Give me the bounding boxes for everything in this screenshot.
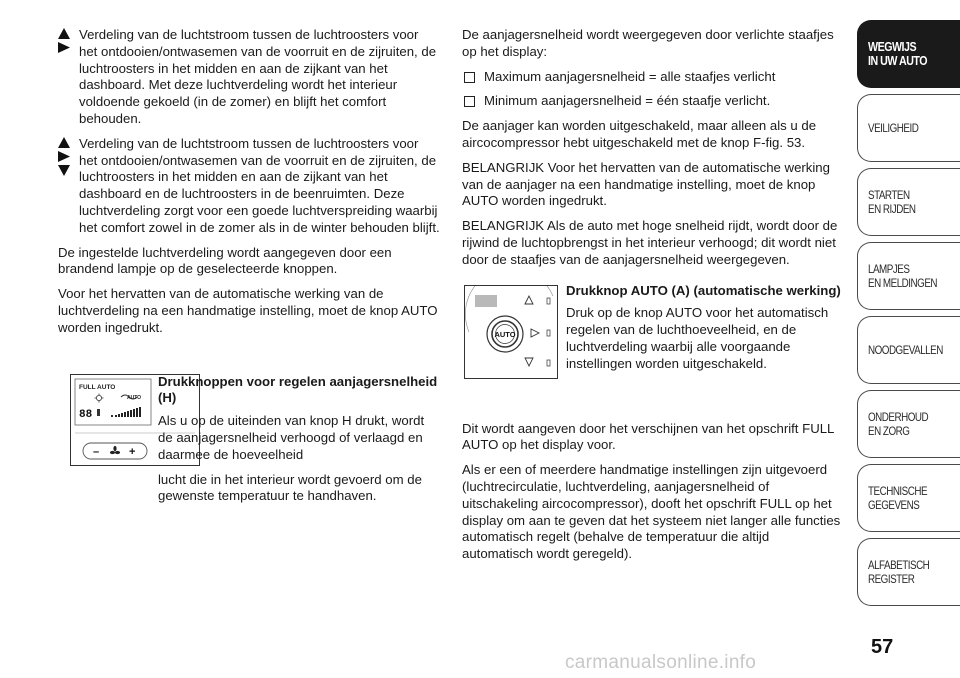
tab-onderhoud[interactable] [857,390,960,458]
left-column [58,27,440,524]
auto-label: AUTO [127,394,142,401]
tab-label: WEGWIJS IN UW AUTO [868,39,928,68]
arrow-right-icon [58,151,70,162]
figure-auto-button-panel [464,285,558,379]
tab-label: NOODGEVALLEN [868,343,943,357]
watermark: carmanualsonline.info [565,652,757,673]
section-fan-speed [58,374,440,524]
list-item [462,93,842,110]
auto-button-text [566,283,842,381]
full-auto-label: FULL AUTO [79,383,116,391]
arrow-right-icon [531,329,539,337]
right-column [462,27,842,571]
paragraph: Als er een of meerdere handmatige instellingen zijn uitgevoerd (luchtrecirculatie, luchtverdeling, aanjagersnelheid of uitschakeling aircocompressor), dooft het opschrift FULL op het display om aan te geven dat het systeem niet langer alle functies automatisch regelt (behalve de temperatuur die altijd automatisch wordt geregeld). [462,462,841,562]
section-heading: Drukknoppen voor regelen aanjagersnelheid (H) [158,373,438,406]
paragraph: lucht die in het interieur wordt gevoerd om de gewenste temperatuur te handhaven. [158,471,422,504]
tab-technische[interactable] [857,464,960,532]
paragraph: De aanjagersnelheid wordt weergegeven door verlichte staafjes op het display: [462,27,834,59]
tab-label: VEILIGHEID [868,121,919,135]
paragraph: Voor het hervatten van de automatische werking van de luchtverdeling na een handmatige instelling, moet de knop AUTO worden ingedrukt. [58,286,438,335]
tab-wegwijs[interactable] [857,20,960,88]
tab-label: TECHNISCHE GEGEVENS [868,484,928,512]
arrow-icons [58,137,72,179]
tab-label: STARTEN EN RIJDEN [868,188,916,216]
section-auto-button [462,283,842,421]
fan-speed-minus[interactable]: – [93,445,100,458]
tab-noodgevallen[interactable] [857,316,960,384]
tab-label: ALFABETISCH REGISTER [868,558,930,586]
auto-button-label[interactable]: AUTO [494,329,516,339]
airflow-distribution-item-2 [58,136,440,237]
tab-label: ONDERHOUD EN ZORG [868,410,929,438]
list-item [462,69,842,86]
sun-icon [96,395,101,400]
paragraph: De aanjager kan worden uitgeschakeld, maar alleen als u de aircocompressor hebt uitgeschakeld met de knop F-fig. 53. [462,118,817,150]
arrow-down-icon [58,165,70,176]
checkbox-bullet-icon [464,72,475,83]
airflow-distribution-text-1: Verdeling van de luchtstroom tussen de luchtroosters voor het ontdooien/ontwasemen van de voorruit en de zijruiten, de luchtroosters in het midden en aan de zijkant van het dashboard. Met deze luchtverdeling wordt het interieur voldoende gekoeld (in de zomer) en blijft het comfort behouden. [79,27,437,126]
fan-speed-text [158,374,440,514]
page-number: 57 [871,636,894,658]
paragraph: Als u op de uiteinden van knop H drukt, wordt de aanjagersnelheid verhoogd of verlaagd en daarmee de hoeveelheid [158,413,425,462]
paragraph: Dit wordt aangeven door het verschijnen van het opschrift FULL AUTO op het display voor. [462,420,834,453]
arrow-up-icon [58,28,70,39]
checkbox-bullet-icon [464,96,475,107]
fan-speed-bars [115,407,141,417]
paragraph: Druk op de knop AUTO voor het automatisch regelen van de luchthoeveelheid, en de luchtverdeling waarbij alle voorgaande instellingen worden uitgeschakeld. [566,305,829,371]
tab-label: LAMPJES EN MELDINGEN [868,262,938,290]
arrow-down-icon [525,358,533,366]
airflow-distribution-text-2: Verdeling van de luchtstroom tussen de luchtroosters voor het ontdooien/ontwasemen van de voorruit en de zijruiten, de luchtroosters in het midden en aan de zijkant van het dashboard en de luchtroosters in de beenruimten. Deze luchtverdeling zorgt voor een goede luchtverspreiding waarbij het comfort zowel in de zomer als in de winter behouden blijft. [79,135,440,235]
list-item-text: Maximum aanjagersnelheid = alle staafjes verlicht [484,68,776,84]
arrow-icons [58,28,72,56]
airflow-distribution-item-1 [58,27,440,128]
display-digits: 88 [79,408,93,421]
paragraph: De ingestelde luchtverdeling wordt aangegeven door een brandend lampje op de geselecteerde knoppen. [58,244,392,277]
paragraph: BELANGRIJK Als de auto met hoge snelheid rijdt, wordt door de rijwind de luchtopbrengst in het interieur verhoogd; dit wordt niet door de staafjes van de aanjagersnelheid weergegeven. [462,218,838,267]
section-heading: Drukknop AUTO (A) (automatische werking) [566,282,841,298]
list-item-text: Minimum aanjagersnelheid = één staafje verlicht. [484,93,771,109]
tab-veiligheid[interactable] [857,94,960,162]
tab-starten[interactable] [857,168,960,236]
chapter-tabs [857,20,960,612]
paragraph: BELANGRIJK Voor het hervatten van de automatische werking van de aanjager na een handmatige instelling, moet de knop AUTO worden ingedrukt. [462,159,830,209]
arrow-up-icon [58,137,70,148]
tab-lampjes[interactable] [857,242,960,310]
arrow-right-icon [58,42,70,53]
fan-speed-plus[interactable]: + [129,445,136,458]
arrow-up-icon [525,296,533,304]
tab-register[interactable] [857,538,960,606]
